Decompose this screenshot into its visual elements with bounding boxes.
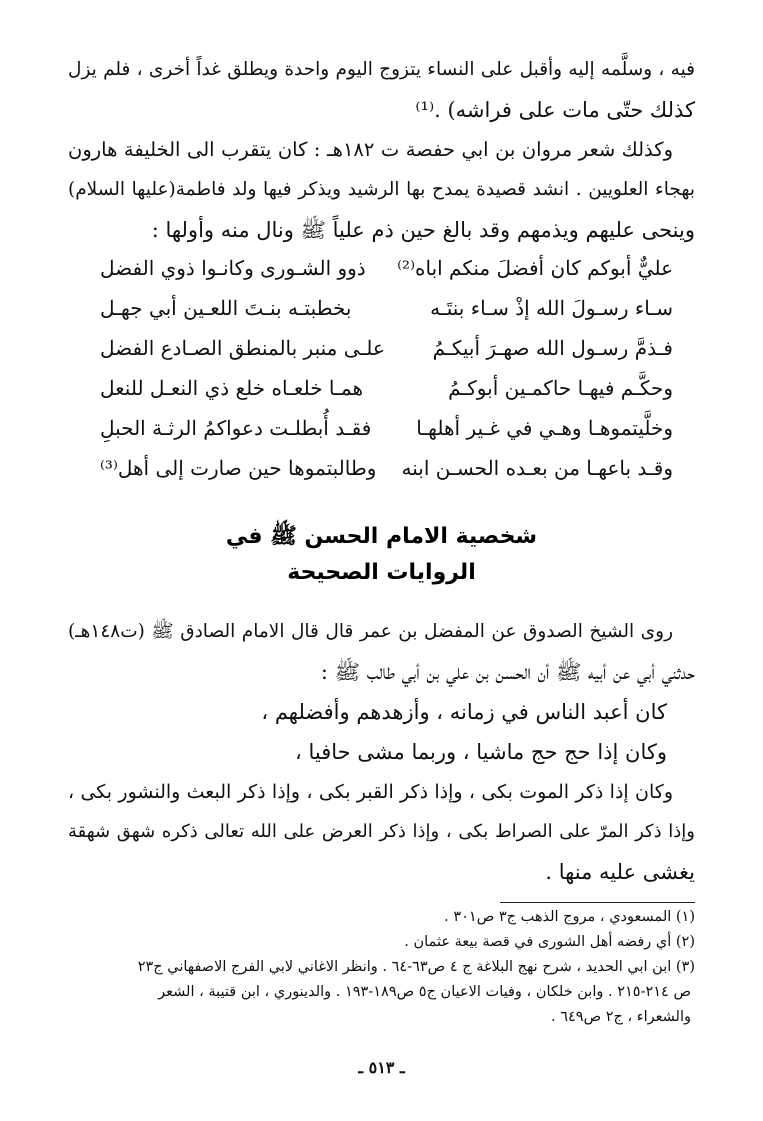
verse-second-hemistich: فقـد أُبطلـت دعواكمُ الرثـة الحبلِ bbox=[100, 416, 372, 440]
text-line: وكذلك شعر مروان بن ابي حفصة ت ١٨٢هـ : كان يتقرب الى الخليفة هارون bbox=[68, 138, 673, 161]
text-line: وينحى عليهم ويذمهم وقد بالغ حين ذم علياً ﷺ ونال منه وأولها : bbox=[151, 218, 695, 242]
intro-paragraph bbox=[68, 50, 695, 130]
text-line: وإذا ذكر المرّ على الصراط بكى ، وإذا ذكر العرض على الله تعالى ذكره شهق شهقة bbox=[68, 821, 695, 842]
page-number: ـ ٥١٣ ـ bbox=[358, 1058, 405, 1077]
verse-line bbox=[100, 248, 673, 288]
footnote-continuation: ص ٢١٤-٢١٥ . وابن خلكان ، وفيات الاعيان ج٥ ص١٨٩-١٩٣ . والدينوري ، ابن قتيبة ، الشعر bbox=[158, 984, 691, 1000]
text-line: حدثني أبي عن أبيه ﷺ أن الحسن بن علي بن أبي طالب ﷺ : bbox=[320, 660, 695, 684]
verse-first-hemistich: وحكَّـم فيهـا حاكمـين أبوكـمُ bbox=[448, 376, 673, 400]
marwan-paragraph bbox=[68, 130, 695, 250]
verse-second-hemistich: ذوو الشـورى وكانـوا ذوي الفضل bbox=[100, 256, 366, 280]
text-line: فيه ، وسلَّمه إليه وأقبل على النساء يتزوج اليوم واحدة ويطلق غداً أخرى ، فلم يزل bbox=[68, 59, 695, 80]
text-line: وكان إذا حج حج ماشيا ، وربما مشى حافيا ، bbox=[295, 740, 667, 764]
footnote-continuation: والشعراء ، ج٢ ص٦٤٩ . bbox=[550, 1009, 691, 1025]
text-line: كذلك حتّى مات على فراشه) .⁽¹⁾ bbox=[415, 98, 695, 122]
verse-first-hemistich: وقـد باعهـا من بعـده الحسـن ابنه bbox=[401, 456, 673, 480]
text-line: يغشى عليه منها . bbox=[545, 860, 695, 884]
verse-second-hemistich: همـا خلعـاه خلع ذي النعـل للنعل bbox=[100, 376, 363, 400]
verse-line bbox=[100, 448, 673, 488]
footnotes bbox=[68, 905, 695, 1030]
narration-paragraph bbox=[68, 612, 695, 892]
footnote: (٣) ابن ابي الحديد ، شرح نهج البلاغة ج ٤ ص٦٣-٦٤ . وانظر الاغاني لابي الفرج الاصفهاني ج٢٣ bbox=[137, 959, 695, 975]
poem bbox=[100, 248, 673, 488]
text-line: روى الشيخ الصدوق عن المفضل بن عمر قال قال الامام الصادق ﷺ (ت١٤٨هـ) bbox=[68, 621, 673, 642]
verse-line bbox=[100, 408, 673, 448]
verse-line bbox=[100, 368, 673, 408]
text-line: وكان إذا ذكر الموت بكى ، وإذا ذكر القبر بكى ، وإذا ذكر البعث والنشور بكى ، bbox=[68, 781, 673, 803]
verse-second-hemistich: علـى منبر بالمنطق الصـادع الفضل bbox=[100, 336, 385, 360]
footnote: (٢) أي رفضه أهل الشورى في قصة بيعة عثمان . bbox=[404, 934, 695, 950]
verse-first-hemistich: وخلَّيتموهـا وهـي في غـير أهلهـا bbox=[416, 416, 673, 440]
verse-second-hemistich: وطالبتموها حين صارت إلى أهل⁽³⁾ bbox=[100, 456, 377, 480]
verse-first-hemistich: فـذمَّ رسـول الله صهـرَ أبيكـمُ bbox=[432, 336, 673, 360]
text-line: بهجاء العلويين . انشد قصيدة يمدح بها الرشيد ويذكر فيها ولد فاطمة(عليها السلام) bbox=[68, 179, 695, 200]
section-heading-line-2: الروايات الصحيحة bbox=[287, 560, 476, 585]
text-line: كان أعبد الناس في زمانه ، وأزهدهم وأفضلهم ، bbox=[261, 700, 667, 724]
verse-line bbox=[100, 328, 673, 368]
verse-line bbox=[100, 288, 673, 328]
verse-first-hemistich: عليٌّ أبوكم كان أفضلَ منكم اباه⁽²⁾ bbox=[397, 256, 673, 280]
section-heading-line-1: شخصية الامام الحسن ﷺ في bbox=[225, 524, 538, 549]
verse-first-hemistich: سـاء رسـولَ الله إذْ سـاء بنتَـه bbox=[430, 296, 673, 320]
footnote-divider bbox=[500, 902, 695, 903]
verse-second-hemistich: بخطبتـه بنـتَ اللعـين أبي جهـل bbox=[100, 296, 352, 320]
footnote: (١) المسعودي ، مروج الذهب ج٣ ص٣٠١ . bbox=[444, 909, 695, 925]
